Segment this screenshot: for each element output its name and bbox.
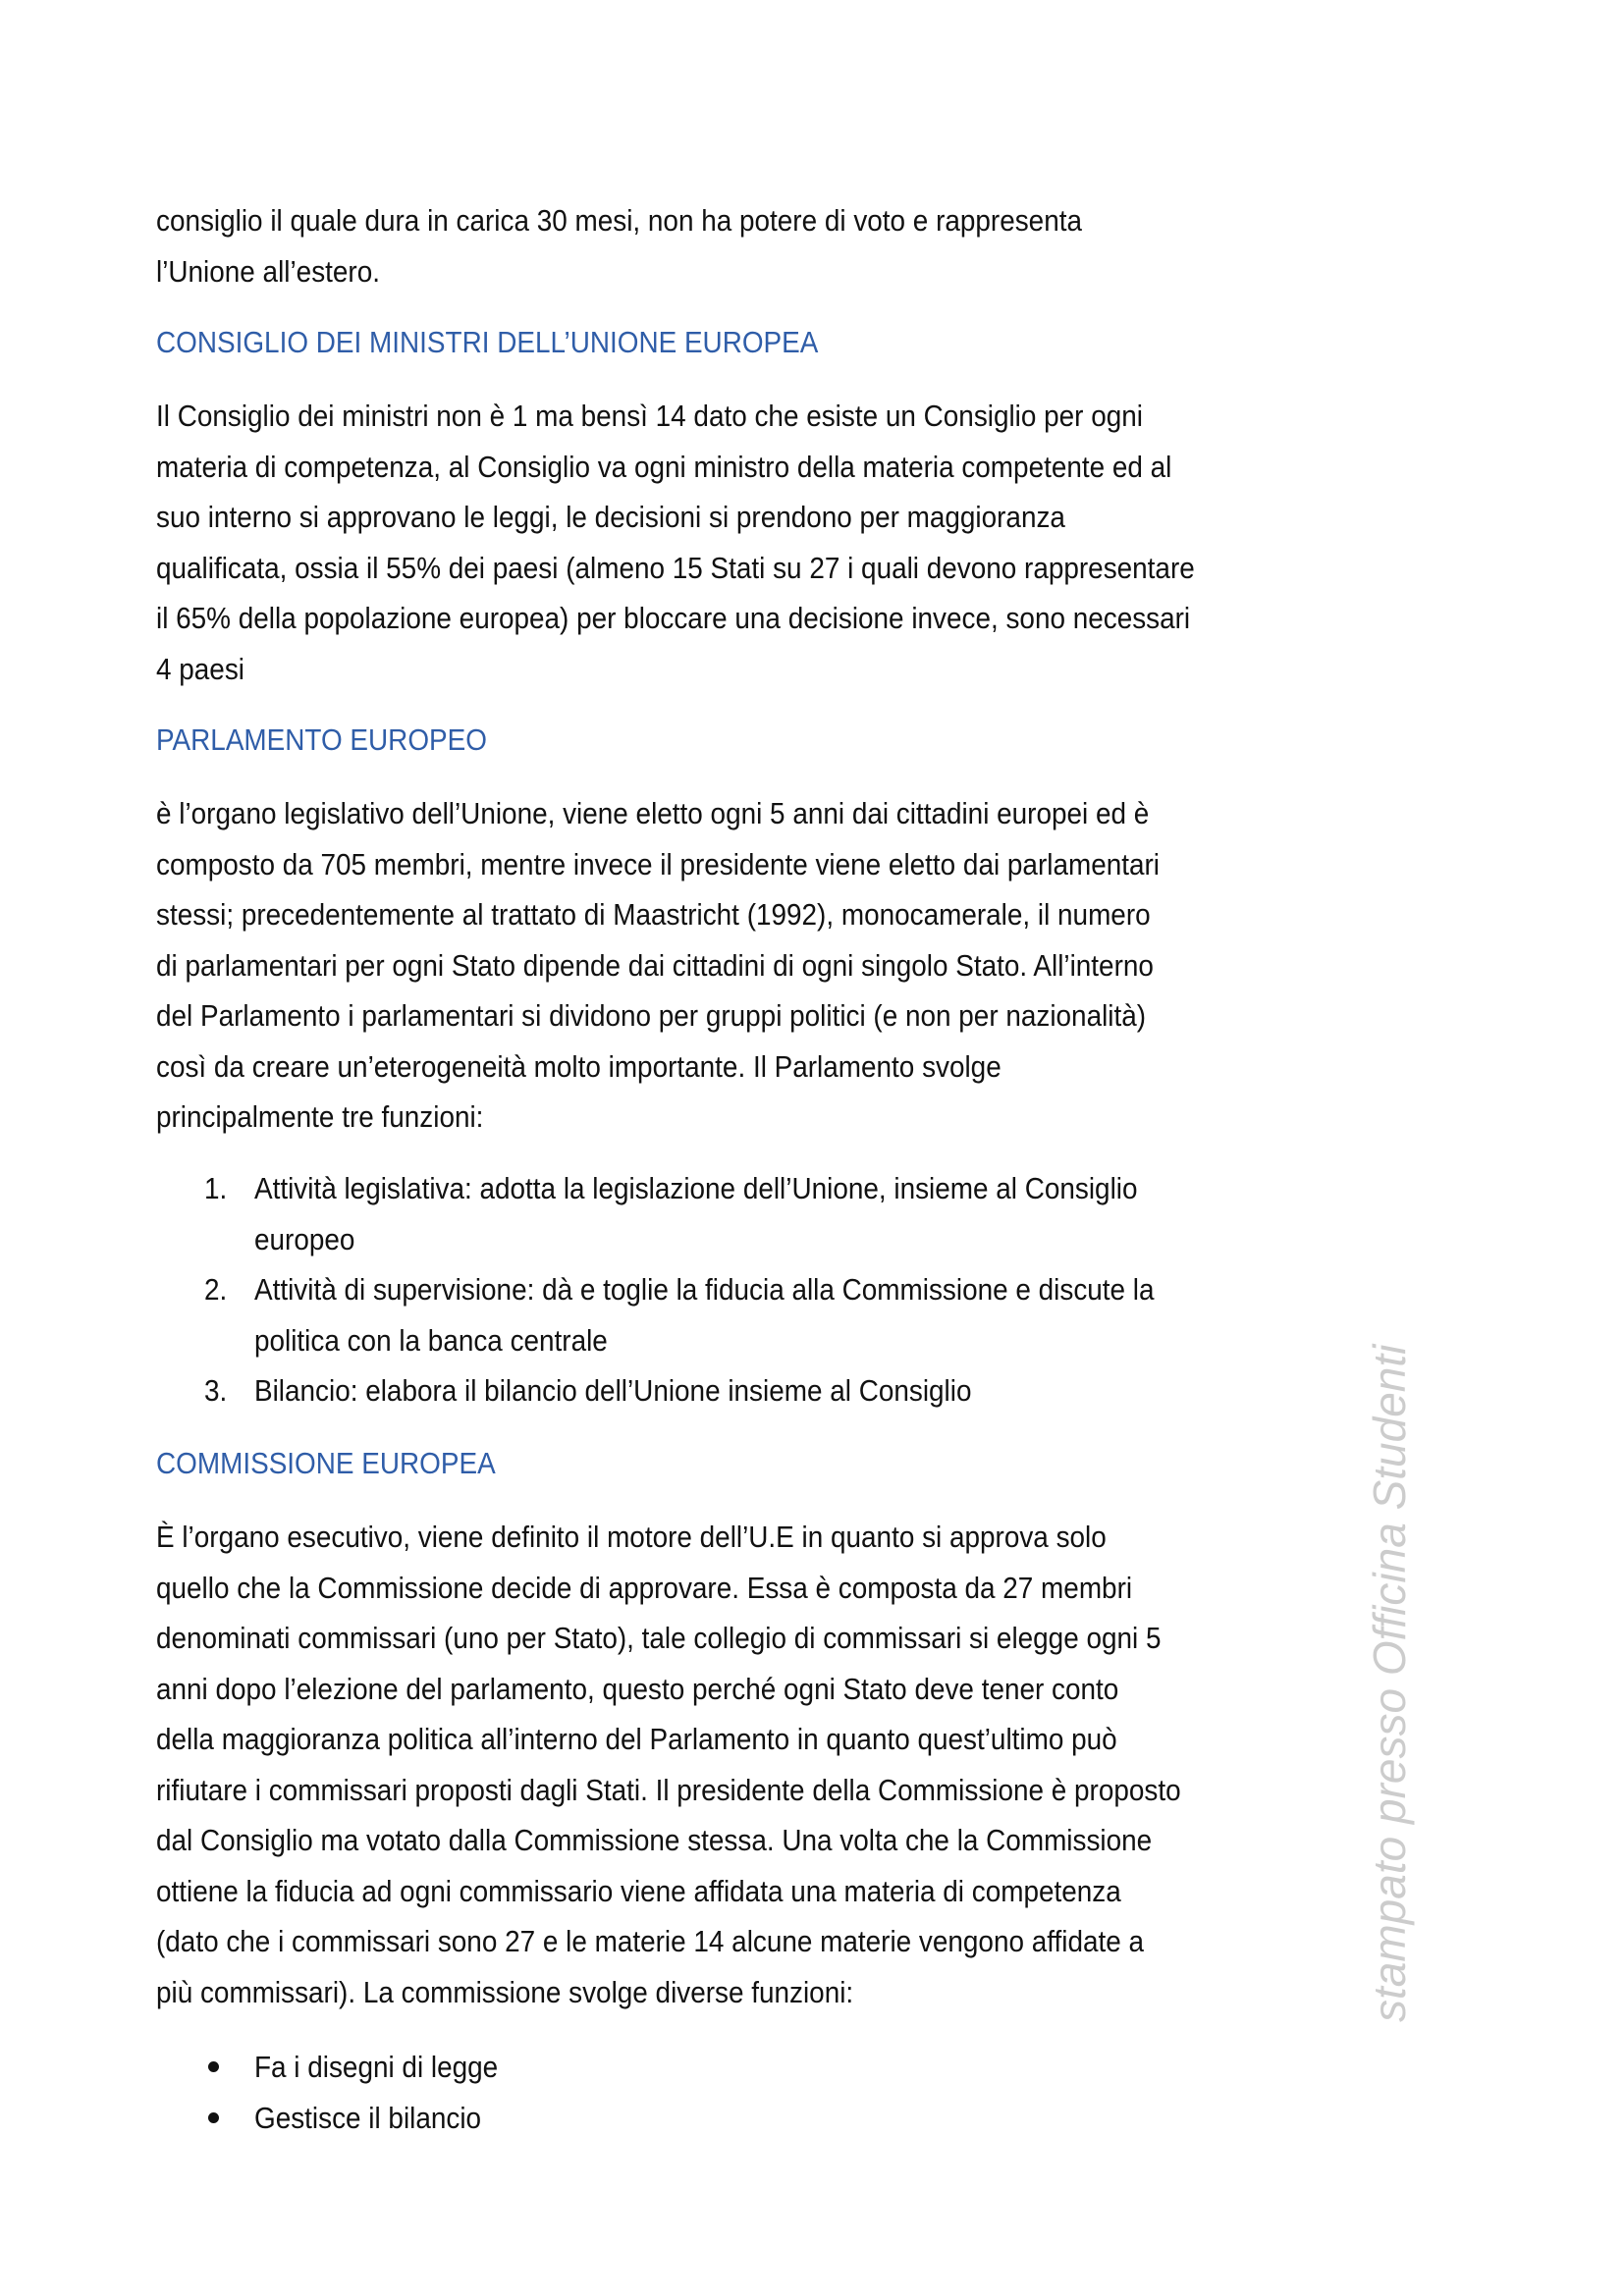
bullet-icon	[208, 2112, 219, 2123]
list-item-text: Bilancio: elabora il bilancio dell’Unione insieme al Consiglio	[254, 1373, 972, 1408]
bullet-item-text: Fa i disegni di legge	[254, 2050, 499, 2084]
paragraph-line: 4 paesi	[156, 651, 244, 686]
paragraph-line: anni dopo l’elezione del parlamento, questo perché ogni Stato deve tener conto	[156, 1671, 1119, 1706]
paragraph-line: È l’organo esecutivo, viene definito il motore dell’U.E in quanto si approva solo	[156, 1520, 1107, 1554]
paragraph-line: della maggioranza politica all’interno del Parlamento in quanto quest’ultimo può	[156, 1722, 1117, 1756]
paragraph-line: suo interno si approvano le leggi, le decisioni si prendono per maggioranza	[156, 500, 1065, 534]
list-number: 1.	[204, 1171, 228, 1205]
paragraph-line: stessi; precedentemente al trattato di Maastricht (1992), monocamerale, il numero	[156, 897, 1151, 932]
paragraph-line: di parlamentari per ogni Stato dipende dai cittadini di ogni singolo Stato. All’interno	[156, 947, 1154, 983]
paragraph-line: è l’organo legislativo dell’Unione, viene eletto ogni 5 anni dai cittadini europei ed è	[156, 796, 1150, 830]
section-heading: PARLAMENTO EUROPEO	[156, 722, 487, 757]
paragraph-line: così da creare un’eterogeneità molto importante. Il Parlamento svolge	[156, 1048, 1001, 1084]
paragraph-line: ottiene la fiducia ad ogni commissario viene affidata una materia di competenza	[156, 1873, 1121, 1908]
paragraph-line: (dato che i commissari sono 27 e le materie 14 alcune materie vengono affidate a	[156, 1924, 1145, 1958]
paragraph-line: composto da 705 membri, mentre invece il presidente viene eletto dai parlamentari	[156, 846, 1160, 881]
paragraph-line: il 65% della popolazione europea) per bloccare una decisione invece, sono necessari	[156, 601, 1191, 635]
paragraph-line: Il Consiglio dei ministri non è 1 ma bensì 14 dato che esiste un Consiglio per ogni	[156, 399, 1143, 433]
paragraph-line: più commissari). La commissione svolge diverse funzioni:	[156, 1974, 854, 2009]
list-item-text: europeo	[254, 1221, 355, 1256]
paragraph-line: denominati commissari (uno per Stato), tale collegio di commissari si elegge ogni 5	[156, 1621, 1162, 1655]
paragraph-line: dal Consiglio ma votato dalla Commissione stessa. Una volta che la Commissione	[156, 1823, 1153, 1857]
paragraph-line: l’Unione all’estero.	[156, 253, 380, 289]
section-heading: COMMISSIONE EUROPEA	[156, 1446, 496, 1480]
list-number: 2.	[204, 1272, 228, 1307]
list-item-text: Attività di supervisione: dà e toglie la fiducia alla Commissione e discute la	[254, 1272, 1155, 1307]
watermark: stampato presso Officina Studenti	[1364, 1344, 1415, 2022]
section-heading: CONSIGLIO DEI MINISTRI DELL’UNIONE EUROPEA	[156, 325, 819, 359]
paragraph-line: materia di competenza, al Consiglio va ogni ministro della materia competente ed al	[156, 449, 1172, 484]
bullet-item-text: Gestisce il bilancio	[254, 2100, 482, 2135]
paragraph-line: quello che la Commissione decide di approvare. Essa è composta da 27 membri	[156, 1570, 1133, 1605]
paragraph-line: qualificata, ossia il 55% dei paesi (almeno 15 Stati su 27 i quali devono rappresentare	[156, 550, 1195, 585]
paragraph-line: del Parlamento i parlamentari si dividono per gruppi politici (e non per nazionalità)	[156, 998, 1147, 1033]
bullet-icon	[208, 2061, 219, 2072]
list-item-text: politica con la banca centrale	[254, 1322, 608, 1358]
list-item-text: Attività legislativa: adotta la legislazione dell’Unione, insieme al Consiglio	[254, 1171, 1138, 1205]
paragraph-line: principalmente tre funzioni:	[156, 1099, 484, 1134]
paragraph-line: rifiutare i commissari proposti dagli Stati. Il presidente della Commissione è proposto	[156, 1772, 1181, 1807]
list-number: 3.	[204, 1373, 228, 1408]
paragraph-line: consiglio il quale dura in carica 30 mesi, non ha potere di voto e rappresenta	[156, 203, 1082, 238]
